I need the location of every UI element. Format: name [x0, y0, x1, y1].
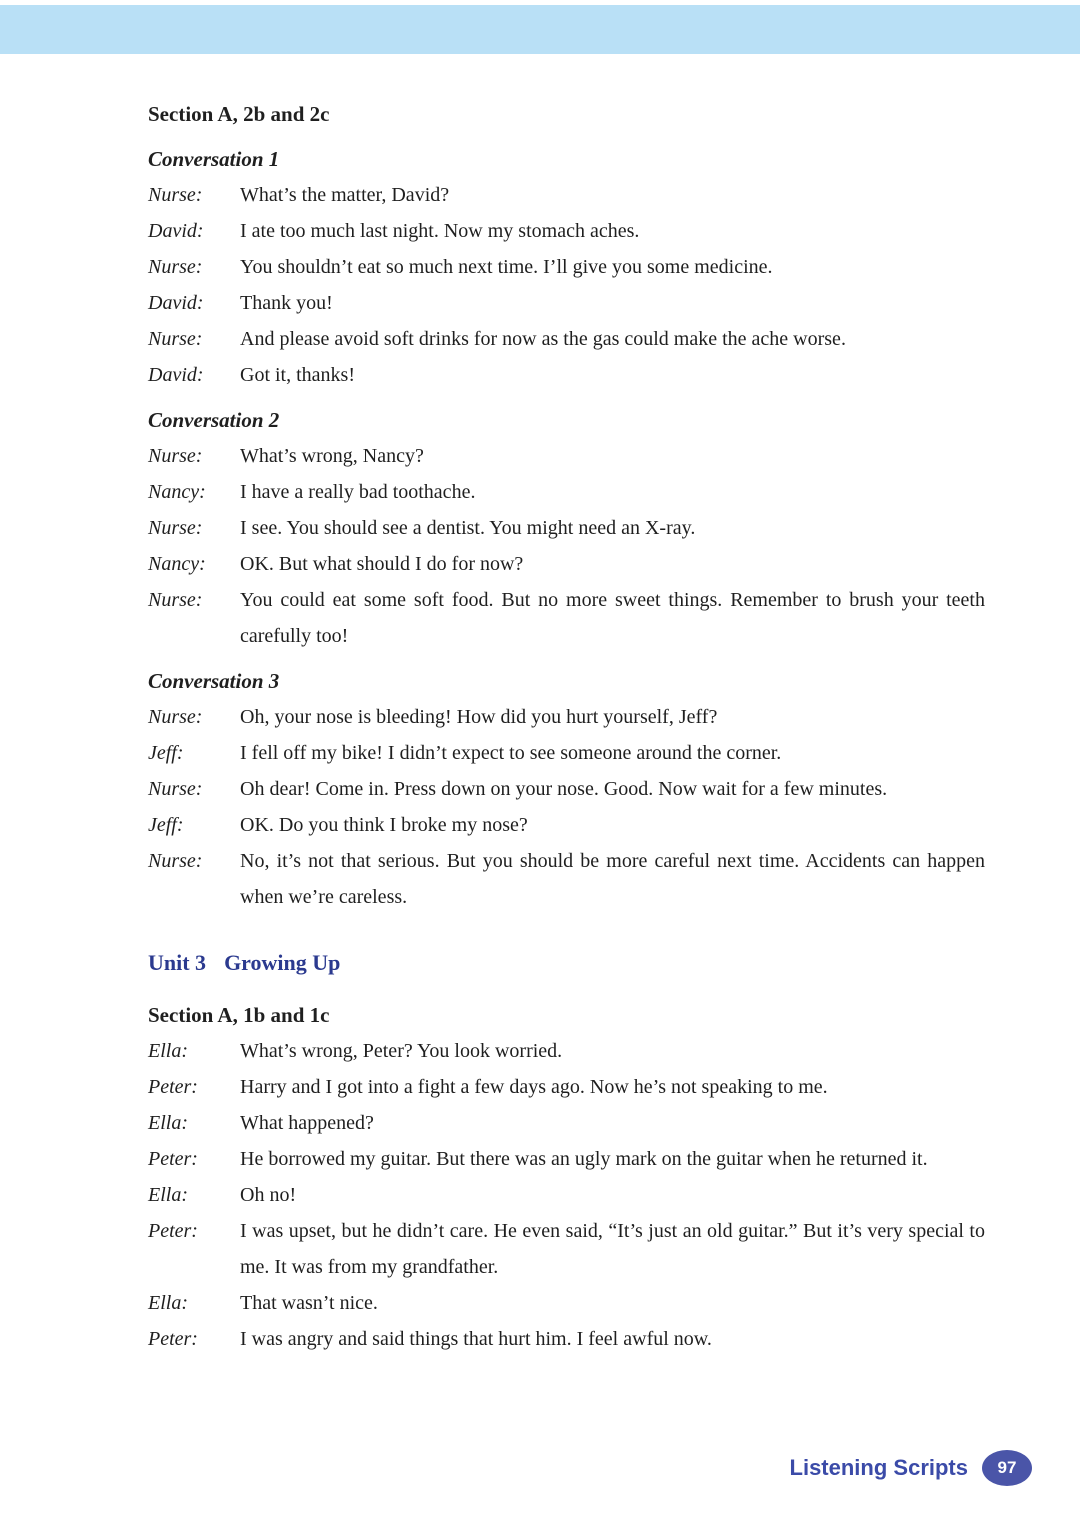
- dialogue-text: You could eat some soft food. But no more sweet things. Remember to brush your teeth carefully too!: [240, 589, 985, 647]
- footer-label: Listening Scripts: [789, 1455, 968, 1480]
- dialogue-row: [148, 474, 985, 510]
- dialogue-row: [148, 177, 985, 213]
- dialogue-row: [148, 1177, 985, 1213]
- dialogue-row: [148, 357, 985, 393]
- conversation-block-3: [148, 663, 985, 915]
- speaker-label: Nancy:: [148, 481, 206, 503]
- dialogue-row: [148, 1033, 985, 1069]
- speaker-label: Peter:: [148, 1148, 198, 1170]
- dialogue-row: [148, 843, 985, 915]
- speaker-label: Jeff:: [148, 742, 184, 764]
- dialogue-row: [148, 1069, 985, 1105]
- speaker-label: Nurse:: [148, 328, 203, 350]
- section-heading-2b-2c: Section A, 2b and 2c: [148, 102, 330, 126]
- conversation-block-2: [148, 402, 985, 654]
- speaker-label: Nurse:: [148, 589, 203, 611]
- dialogue-list: [148, 438, 985, 654]
- dialogue-row: [148, 699, 985, 735]
- dialogue-row: [148, 321, 985, 357]
- conversation-title: Conversation 2: [148, 408, 280, 432]
- dialogue-row: [148, 1141, 985, 1177]
- dialogue-text: I see. You should see a dentist. You might need an X-ray.: [240, 517, 696, 539]
- speaker-label: David:: [148, 292, 204, 314]
- speaker-label: Nurse:: [148, 778, 203, 800]
- conversation-title: Conversation 3: [148, 669, 280, 693]
- dialogue-text: I have a really bad toothache.: [240, 481, 476, 503]
- dialogue-text: Harry and I got into a fight a few days ago. Now he’s not speaking to me.: [240, 1076, 828, 1098]
- dialogue-row: [148, 1213, 985, 1285]
- dialogue-text: OK. But what should I do for now?: [240, 553, 524, 575]
- dialogue-text: That wasn’t nice.: [240, 1292, 378, 1314]
- dialogue-text: He borrowed my guitar. But there was an ugly mark on the guitar when he returned it.: [240, 1148, 928, 1170]
- conversation-block-1: [148, 141, 985, 393]
- speaker-label: David:: [148, 364, 204, 386]
- dialogue-text: Oh dear! Come in. Press down on your nose. Good. Now wait for a few minutes.: [240, 778, 888, 800]
- dialogue-text: I fell off my bike! I didn’t expect to see someone around the corner.: [240, 742, 782, 764]
- speaker-label: David:: [148, 220, 204, 242]
- page-number-badge: 97: [982, 1450, 1032, 1486]
- speaker-label: Nurse:: [148, 850, 203, 872]
- dialogue-row: [148, 771, 985, 807]
- speaker-label: Peter:: [148, 1328, 198, 1350]
- speaker-label: Nurse:: [148, 445, 203, 467]
- dialogue-row: [148, 1285, 985, 1321]
- speaker-label: Nurse:: [148, 256, 203, 278]
- dialogue-list-unit3: [148, 1033, 985, 1357]
- dialogue-row: [148, 249, 985, 285]
- dialogue-text: What happened?: [240, 1112, 374, 1134]
- conversation-title: Conversation 1: [148, 147, 280, 171]
- speaker-label: Nurse:: [148, 706, 203, 728]
- dialogue-row: [148, 285, 985, 321]
- dialogue-row: [148, 510, 985, 546]
- dialogue-text: Got it, thanks!: [240, 364, 355, 386]
- dialogue-row: [148, 1105, 985, 1141]
- dialogue-row: [148, 582, 985, 654]
- dialogue-row: [148, 546, 985, 582]
- speaker-label: Jeff:: [148, 814, 184, 836]
- speaker-label: Ella:: [148, 1040, 188, 1062]
- page-content: [0, 54, 1080, 1357]
- speaker-label: Nancy:: [148, 553, 206, 575]
- speaker-label: Ella:: [148, 1112, 188, 1134]
- dialogue-text: OK. Do you think I broke my nose?: [240, 814, 528, 836]
- dialogue-row: [148, 807, 985, 843]
- dialogue-text: And please avoid soft drinks for now as the gas could make the ache worse.: [240, 328, 846, 350]
- speaker-label: Ella:: [148, 1184, 188, 1206]
- dialogue-list: [148, 177, 985, 393]
- dialogue-row: [148, 213, 985, 249]
- dialogue-text: What’s the matter, David?: [240, 184, 450, 206]
- dialogue-text: Oh, your nose is bleeding! How did you hurt yourself, Jeff?: [240, 706, 718, 728]
- unit-title: Growing Up: [224, 950, 341, 975]
- dialogue-text: I ate too much last night. Now my stomach aches.: [240, 220, 640, 242]
- page-footer: [0, 1450, 1032, 1486]
- page-header-bar: [0, 5, 1080, 54]
- dialogue-text: What’s wrong, Nancy?: [240, 445, 424, 467]
- dialogue-text: What’s wrong, Peter? You look worried.: [240, 1040, 563, 1062]
- dialogue-row: [148, 735, 985, 771]
- unit-heading: [148, 945, 985, 981]
- speaker-label: Peter:: [148, 1220, 198, 1242]
- dialogue-text: You shouldn’t eat so much next time. I’ll give you some medicine.: [240, 256, 773, 278]
- speaker-label: Nurse:: [148, 184, 203, 206]
- speaker-label: Nurse:: [148, 517, 203, 539]
- dialogue-text: Thank you!: [240, 292, 333, 314]
- dialogue-row: [148, 438, 985, 474]
- dialogue-text: I was upset, but he didn’t care. He even said, “It’s just an old guitar.” But it’s very special to me. It was from my grandfather.: [240, 1220, 985, 1278]
- section-heading-1b-1c: Section A, 1b and 1c: [148, 1003, 330, 1027]
- dialogue-text: No, it’s not that serious. But you should be more careful next time. Accidents can happen when we’re careless.: [240, 850, 985, 908]
- unit-label: Unit 3: [148, 950, 207, 975]
- speaker-label: Ella:: [148, 1292, 188, 1314]
- dialogue-list: [148, 699, 985, 915]
- dialogue-text: I was angry and said things that hurt him. I feel awful now.: [240, 1328, 712, 1350]
- dialogue-text: Oh no!: [240, 1184, 297, 1206]
- speaker-label: Peter:: [148, 1076, 198, 1098]
- dialogue-row: [148, 1321, 985, 1357]
